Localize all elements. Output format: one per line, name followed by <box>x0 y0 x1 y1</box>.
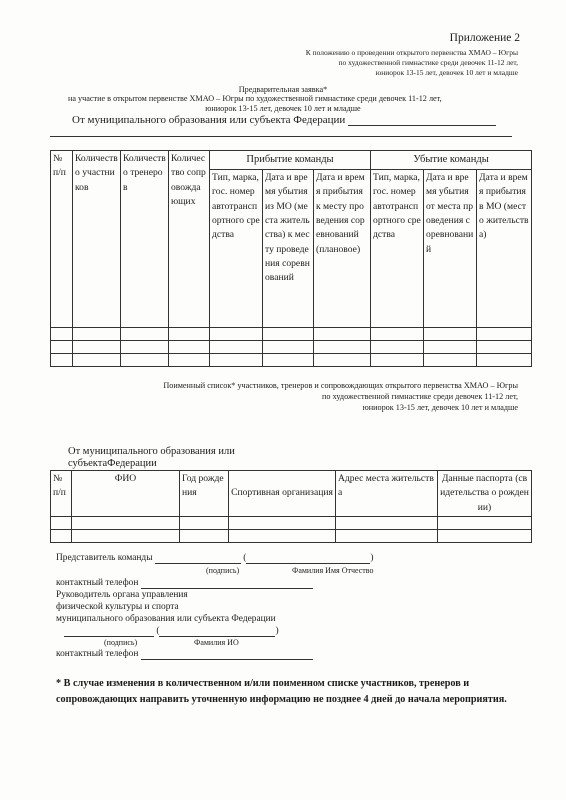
table-row[interactable] <box>51 517 532 530</box>
head-signature-caption: (подпись) <box>104 638 138 647</box>
full-name-caption: Фамилия Имя Отчество <box>292 566 374 575</box>
team-arrival-departure-table <box>50 150 532 367</box>
col-number: № п/п <box>51 471 72 517</box>
municipality-field-continuation[interactable] <box>50 136 512 137</box>
list-title-line-2: по художественной гимнастике среди девочек 11-12 лет, <box>322 392 518 401</box>
list-title-line-3: юниорок 13-15 лет, девочек 10 лет и младше <box>362 403 518 412</box>
col-arrival-arrival-time: Дата и время прибытия к месту проведения соревнований (плановое) <box>314 169 371 327</box>
application-line-2: юниорок 13-15 лет, девочек 10 лет и младше <box>205 104 361 113</box>
phone-line-1: контактный телефон <box>56 577 313 589</box>
short-name-caption: Фамилия ИО <box>194 638 239 647</box>
list-from-label-2: субъектаФедерации <box>68 458 157 469</box>
col-address: Адрес места жительства <box>336 471 438 517</box>
team-rep-signature-field[interactable] <box>155 553 241 564</box>
col-group-arrival: Прибытие команды <box>210 151 371 170</box>
regulation-line-2: по художественной гимнастике среди девочек 11-12 лет, <box>338 58 518 67</box>
col-sports-organization: Спортивная организация <box>229 471 336 517</box>
col-departure-vehicle: Тип, марка, гос. номер автотранспортного средства <box>371 169 424 327</box>
head-line-1: Руководитель органа управления <box>56 590 188 600</box>
list-title-line-1: Поименный список* участников, тренеров и сопровождающих открытого первенства ХМАО – Югры <box>163 381 518 390</box>
head-signature-line: ( ) <box>64 625 279 637</box>
appendix-number: Приложение 2 <box>449 32 520 44</box>
signature-caption: (подпись) <box>206 566 240 575</box>
col-departure-arrival-time: Дата и время прибытия в МО (место жительства) <box>477 169 532 327</box>
regulation-line-1: К положению о проведении открытого первенства ХМАО – Югры <box>305 48 518 57</box>
col-coaches: Количество тренеров <box>121 151 169 328</box>
col-escorts: Количество сопровождающих <box>169 151 210 328</box>
phone-field-1[interactable] <box>141 578 313 589</box>
list-from-label-1: От муниципального образования или <box>68 446 235 457</box>
col-birth-year: Год рождения <box>180 471 229 517</box>
footnote: * В случае изменения в количественном и/или поименном списке участников, тренеров и сопровождающих направить уточненную информацию не позднее 4 дней до начала мероприятия. <box>56 678 507 705</box>
table-row[interactable] <box>51 353 532 366</box>
col-full-name: ФИО <box>72 471 180 517</box>
table-row[interactable] <box>51 327 532 340</box>
col-arrival-departure-time: Дата и время убытия из МО (места жительства) к месту проведения соревнований <box>263 169 314 327</box>
participants-table <box>50 470 532 543</box>
team-representative-line: Представитель команды ( ) <box>56 553 374 563</box>
team-rep-name-field[interactable] <box>246 553 370 564</box>
col-number: № п/п <box>51 151 73 328</box>
col-group-departure: Убытие команды <box>371 151 532 170</box>
application-line-1: на участие в открытом первенстве ХМАО – Югры по художественной гимнастике среди девочек 11-12 лет, <box>68 94 442 103</box>
head-line-2: физической культуры и спорта <box>56 602 179 612</box>
col-departure-departure-time: Дата и время убытия от места проведения соревнований <box>424 169 477 327</box>
municipality-field[interactable] <box>348 114 496 126</box>
phone-field-2[interactable] <box>141 649 313 660</box>
from-municipality-label: От муниципального образования или субъекта Федерации <box>72 114 496 126</box>
col-participants: Количество участников <box>73 151 121 328</box>
phone-line-2: контактный телефон <box>56 648 313 660</box>
head-line-3: муниципального образования или субъекта Федерации <box>56 614 276 624</box>
col-arrival-vehicle: Тип, марка, гос. номер автотранспортного средства <box>210 169 263 327</box>
table-row[interactable] <box>51 340 532 353</box>
head-name-field[interactable] <box>159 626 275 637</box>
regulation-line-3: юниорок 13-15 лет, девочек 10 лет и младше <box>375 68 518 77</box>
head-signature-field[interactable] <box>64 626 154 637</box>
application-title: Предварительная заявка* <box>238 85 328 94</box>
table-row[interactable] <box>51 530 532 543</box>
col-passport: Данные паспорта (свидетельства о рождении) <box>438 471 532 517</box>
